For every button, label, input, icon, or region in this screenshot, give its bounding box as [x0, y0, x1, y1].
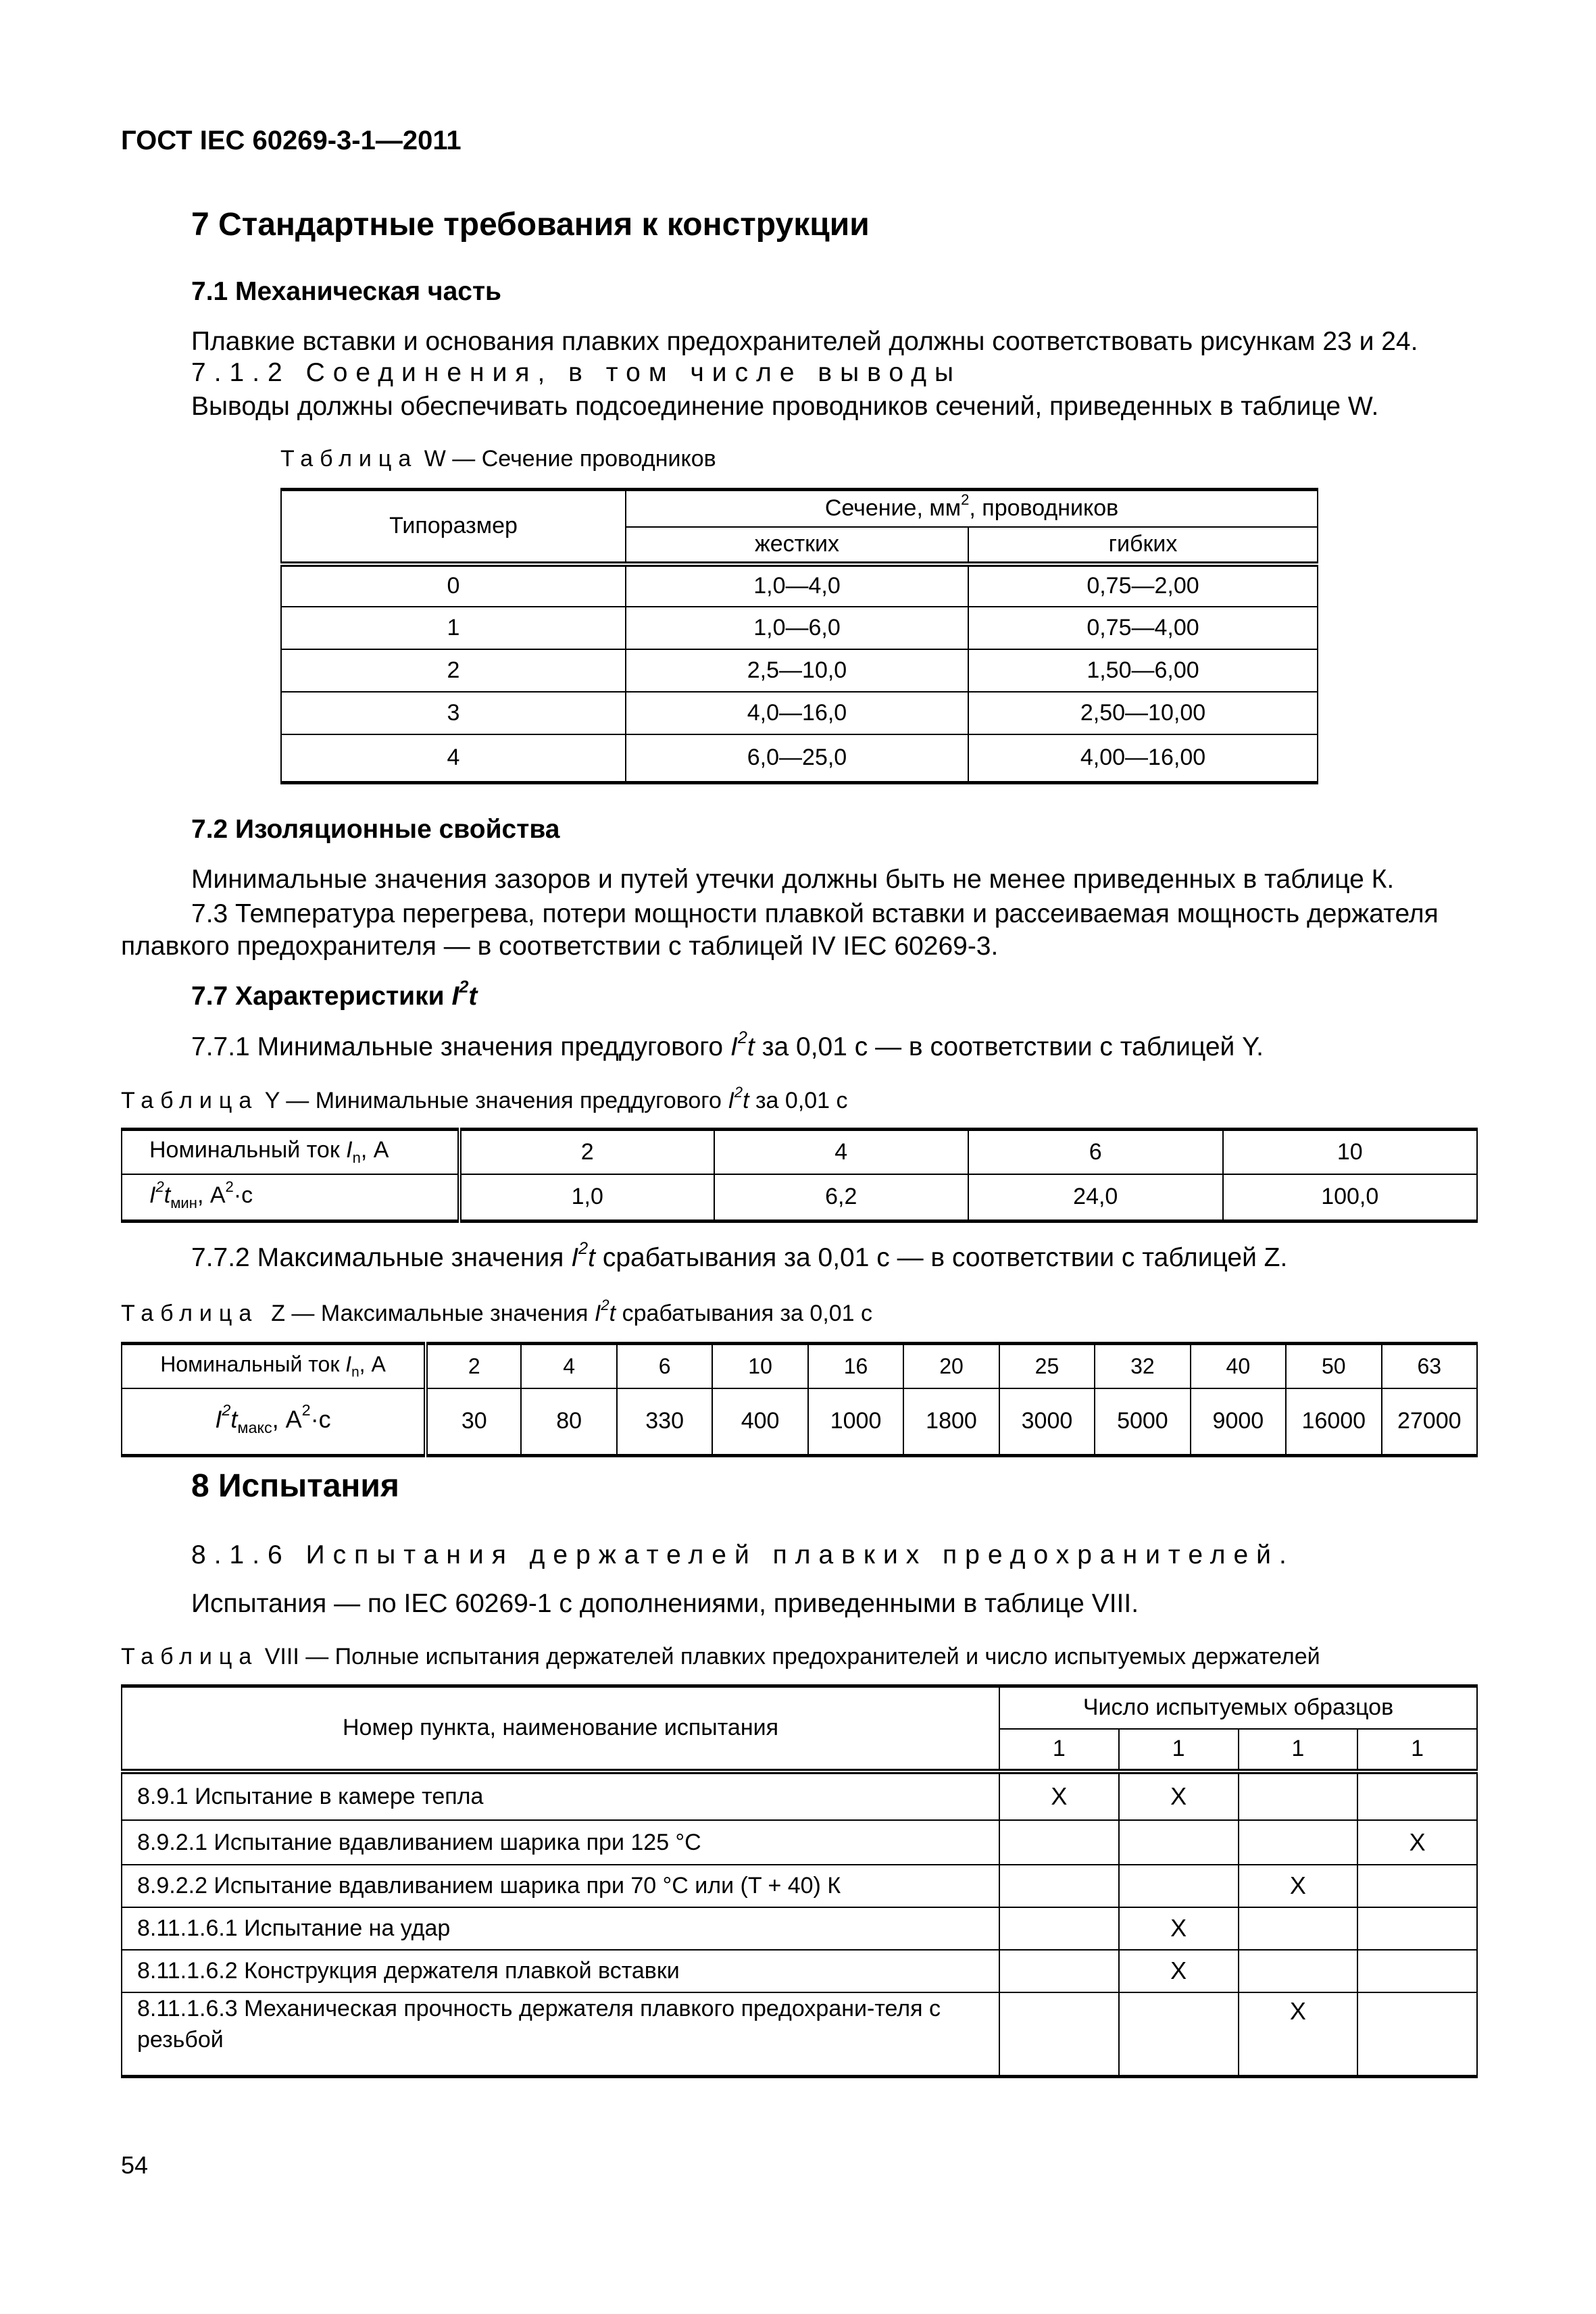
table-row	[281, 607, 1318, 649]
sample-count: 1	[999, 1729, 1119, 1771]
header-section: Сечение, $мм^2$, проводников	[626, 490, 1318, 527]
test-name: 8.11.1.6.2 Конструкция держателя плавкой вставки	[122, 1950, 999, 1992]
sample-mark	[1357, 1865, 1477, 1907]
test-name: 8.11.1.6.1 Испытание на удар	[122, 1907, 999, 1950]
i2t-min-cell: 1,0	[459, 1174, 714, 1222]
current-cell: 4	[521, 1344, 616, 1388]
table-row	[122, 1907, 1477, 1950]
table-cell: 0	[281, 564, 626, 607]
sample-mark	[1119, 1865, 1239, 1907]
section-7-7-title: 7.7 Характеристики $I^2t$	[191, 978, 478, 1011]
header-samples: Число испытуемых образцов	[999, 1686, 1477, 1729]
test-name: 8.9.2.1 Испытание вдавливанием шарика при 125 °С	[122, 1820, 999, 1865]
header-size: Типоразмер	[281, 490, 626, 564]
table-z-caption: Таблица Z — Максимальные значения $I^2t$ срабатывания за 0,01 с	[121, 1297, 873, 1326]
table-y-caption: Таблица Y — Минимальные значения преддугового $I^2t$ за 0,01 с	[121, 1084, 848, 1113]
table-row	[281, 692, 1318, 734]
i2t-max-cell: 30	[426, 1388, 521, 1456]
sample-mark: X	[1119, 1950, 1239, 1992]
test-name: 8.9.2.2 Испытание вдавливанием шарика при 70 °С или (T + 40) К	[122, 1865, 999, 1907]
sample-mark: X	[1239, 1992, 1358, 2077]
current-cell: 32	[1095, 1344, 1190, 1388]
sample-count: 1	[1119, 1729, 1239, 1771]
section-7-title: 7 Стандартные требования к конструкции	[191, 207, 870, 243]
sample-mark: X	[1239, 1865, 1358, 1907]
sample-mark	[1239, 1820, 1358, 1865]
table-cell: 1,50—6,00	[968, 649, 1318, 692]
table-cell: 6,0—25,0	[626, 734, 968, 783]
current-cell: 6	[968, 1130, 1223, 1174]
row-label-current: Номинальный ток $I_n$, А	[122, 1344, 426, 1388]
current-cell: 6	[617, 1344, 712, 1388]
table-row	[122, 1992, 1477, 2077]
table-y	[121, 1128, 1478, 1223]
sample-mark	[1119, 1992, 1239, 2077]
section-7-1-text: Плавкие вставки и основания плавких предохранителей должны соответствовать рисункам 23 и 24.	[191, 327, 1418, 356]
table-w-caption: Таблица W — Сечение проводников	[280, 446, 716, 472]
section-7-1-title: 7.1 Механическая часть	[191, 277, 502, 306]
section-7-2-title: 7.2 Изоляционные свойства	[191, 815, 560, 844]
i2t-max-cell: 80	[521, 1388, 616, 1456]
section-7-1-2-title: 7.1.2 Соединения, в том числе выводы	[191, 358, 962, 387]
header-flex: гибких	[968, 527, 1318, 564]
current-cell: 40	[1191, 1344, 1286, 1388]
test-name: 8.11.1.6.3 Механическая прочность держателя плавкого предохрани-теля с резьбой	[122, 1992, 999, 2077]
sample-mark	[1357, 1950, 1477, 1992]
current-cell: 16	[808, 1344, 903, 1388]
table-cell: 2	[281, 649, 626, 692]
header-rigid: жестких	[626, 527, 968, 564]
i2t-max-cell: 27000	[1382, 1388, 1477, 1456]
table-cell: 4,0—16,0	[626, 692, 968, 734]
table-cell: 1	[281, 607, 626, 649]
table-row	[281, 649, 1318, 692]
i2t-max-cell: 16000	[1286, 1388, 1381, 1456]
test-name: 8.9.1 Испытание в камере тепла	[122, 1771, 999, 1820]
current-cell: 25	[999, 1344, 1095, 1388]
sample-mark	[1119, 1820, 1239, 1865]
section-7-7-2-text: 7.7.2 Максимальные значения $I^2t$ срабатывания за 0,01 с — в соответствии с таблицей Z.	[191, 1239, 1288, 1272]
section-7-3-text-1: 7.3 Температура перегрева, потери мощности плавкой вставки и рассеиваемая мощность держателя	[191, 899, 1439, 928]
table-cell: 0,75—2,00	[968, 564, 1318, 607]
table-cell: 2,50—10,00	[968, 692, 1318, 734]
table-viii	[121, 1684, 1478, 2078]
table-z	[121, 1342, 1478, 1457]
i2t-max-cell: 1800	[903, 1388, 999, 1456]
sample-mark	[1357, 1771, 1477, 1820]
sample-mark: X	[999, 1771, 1119, 1820]
sample-mark: X	[1119, 1771, 1239, 1820]
sample-mark	[999, 1907, 1119, 1950]
current-cell: 10	[1223, 1130, 1478, 1174]
sample-mark	[1239, 1950, 1358, 1992]
table-cell: 3	[281, 692, 626, 734]
current-cell: 63	[1382, 1344, 1477, 1388]
table-row	[122, 1865, 1477, 1907]
table-cell: 4	[281, 734, 626, 783]
i2t-max-cell: 5000	[1095, 1388, 1190, 1456]
sample-mark	[999, 1865, 1119, 1907]
section-7-2-text: Минимальные значения зазоров и путей утечки должны быть не менее приведенных в таблице К.	[191, 865, 1395, 894]
sample-mark	[1357, 1992, 1477, 2077]
table-viii-caption: Таблица VIII — Полные испытания держателей плавких предохранителей и число испытуемых держателей	[121, 1644, 1320, 1669]
table-w	[280, 488, 1318, 784]
table-cell: 4,00—16,00	[968, 734, 1318, 783]
current-cell: 2	[426, 1344, 521, 1388]
section-7-1-2-text: Выводы должны обеспечивать подсоединение проводников сечений, приведенных в таблице W.	[191, 392, 1379, 421]
sample-mark	[999, 1950, 1119, 1992]
table-cell: 0,75—4,00	[968, 607, 1318, 649]
section-7-7-1-text: 7.7.1 Минимальные значения преддугового $I^2t$ за 0,01 с — в соответствии с таблицей Y.	[191, 1028, 1264, 1061]
sample-mark: X	[1357, 1820, 1477, 1865]
page-number: 54	[121, 2151, 149, 2179]
current-cell: 50	[1286, 1344, 1381, 1388]
row-label-current: Номинальный ток $I_n$, А	[122, 1130, 459, 1174]
row-label-i2t-min: $I^2t_{мин}$, $А^2\cdot с$	[122, 1174, 459, 1222]
current-cell: 2	[459, 1130, 714, 1174]
table-cell: 1,0—4,0	[626, 564, 968, 607]
sample-mark	[1239, 1771, 1358, 1820]
i2t-max-cell: 1000	[808, 1388, 903, 1456]
sample-mark	[1357, 1907, 1477, 1950]
current-cell: 4	[714, 1130, 969, 1174]
i2t-max-cell: 330	[617, 1388, 712, 1456]
i2t-max-cell: 3000	[999, 1388, 1095, 1456]
section-7-3-text-2: плавкого предохранителя — в соответствии с таблицей IV IEC 60269-3.	[121, 932, 999, 961]
current-cell: 10	[712, 1344, 807, 1388]
table-cell: 1,0—6,0	[626, 607, 968, 649]
table-row	[122, 1820, 1477, 1865]
sample-mark	[999, 1820, 1119, 1865]
i2t-min-cell: 6,2	[714, 1174, 969, 1222]
table-cell: 2,5—10,0	[626, 649, 968, 692]
i2t-max-cell: 400	[712, 1388, 807, 1456]
i2t-max-cell: 9000	[1191, 1388, 1286, 1456]
section-8-1-6-text: Испытания — по IEC 60269-1 с дополнениями, приведенными в таблице VIII.	[191, 1589, 1139, 1618]
header-test: Номер пункта, наименование испытания	[122, 1686, 999, 1771]
table-row	[281, 734, 1318, 783]
section-8-title: 8 Испытания	[191, 1468, 399, 1504]
current-cell: 20	[903, 1344, 999, 1388]
table-row	[122, 1771, 1477, 1820]
section-8-1-6-title: 8.1.6 Испытания держателей плавких предохранителей.	[191, 1540, 1295, 1569]
sample-mark	[1239, 1907, 1358, 1950]
row-label-i2t-max: $I^2t_{макс}$, $А^2\cdot с$	[122, 1388, 426, 1456]
sample-mark: X	[1119, 1907, 1239, 1950]
i2t-min-cell: 24,0	[968, 1174, 1223, 1222]
sample-mark	[999, 1992, 1119, 2077]
sample-count: 1	[1357, 1729, 1477, 1771]
table-row	[122, 1950, 1477, 1992]
sample-count: 1	[1239, 1729, 1358, 1771]
i2t-min-cell: 100,0	[1223, 1174, 1478, 1222]
table-row	[281, 564, 1318, 607]
document-id: ГОСТ IEC 60269-3-1—2011	[121, 126, 462, 155]
